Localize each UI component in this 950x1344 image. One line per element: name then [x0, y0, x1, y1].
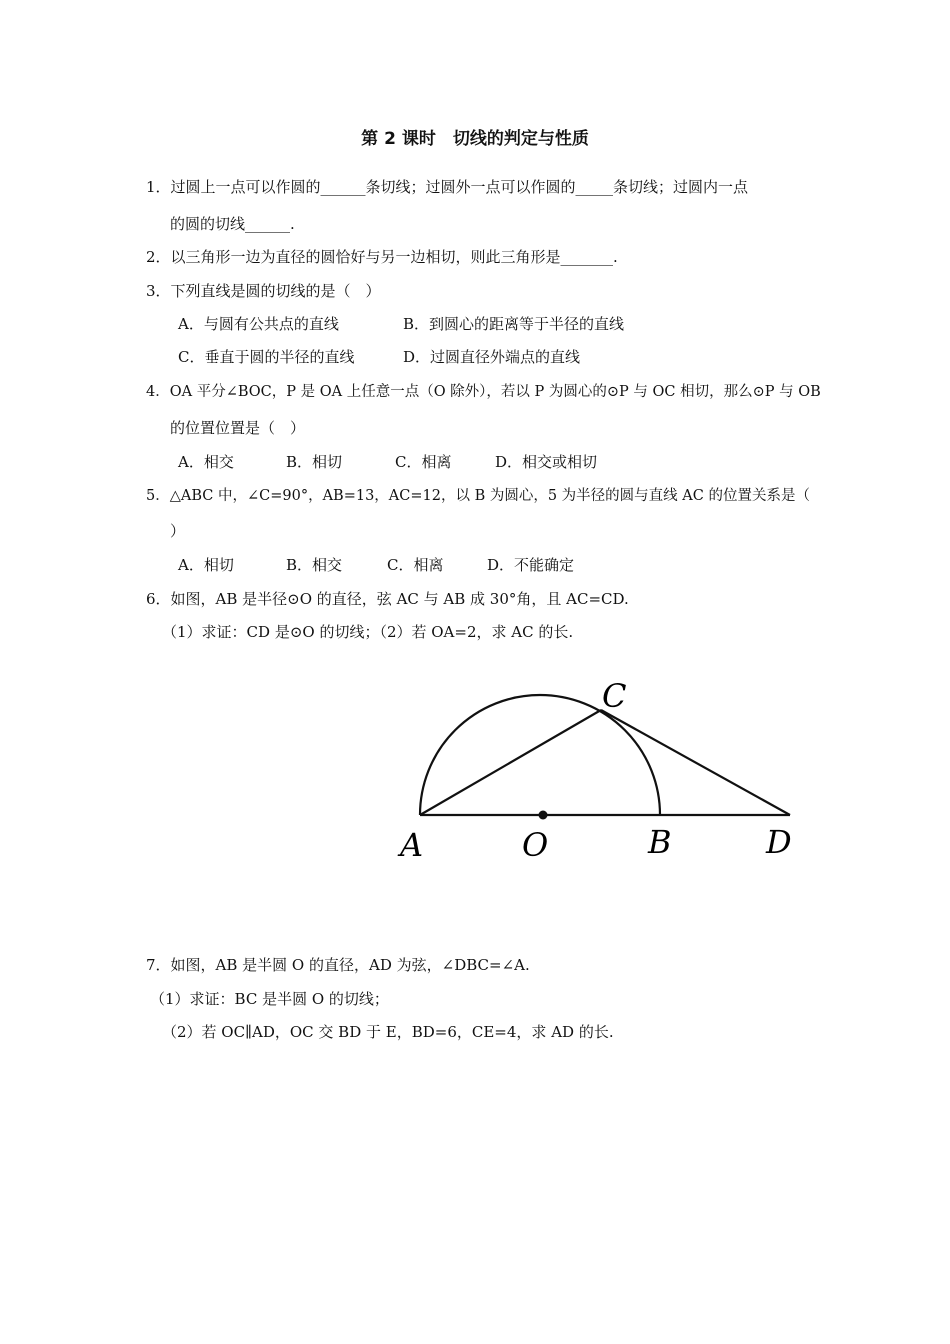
q3-option-a: A．与圆有公共点的直线 [178, 315, 339, 333]
q4-option-a: A．相交 [178, 453, 234, 471]
q2-text: 2．以三角形一边为直径的圆恰好与另一边相切，则此三角形是_______. [146, 248, 618, 266]
q5-option-a: A．相切 [178, 556, 234, 574]
q6-line2: （1）求证：CD 是⊙O 的切线；（2）若 OA=2，求 AC 的长. [162, 623, 574, 641]
center-point-o [539, 811, 548, 820]
q1-line1: 1．过圆上一点可以作圆的______条切线；过圆外一点可以作圆的_____条切线；过圆内一点 [146, 178, 749, 196]
q5-option-d: D．不能确定 [487, 556, 575, 574]
label-o: O [522, 826, 549, 864]
q6-line1: 6．如图，AB 是半径⊙O 的直径，弦 AC 与 AB 成 30°角，且 AC=CD. [146, 590, 629, 608]
label-a: A [400, 826, 424, 864]
label-d: D [766, 823, 792, 861]
q3-stem: 3．下列直线是圆的切线的是（ ） [146, 282, 381, 300]
q3-option-c: C．垂直于圆的半径的直线 [178, 348, 355, 366]
q4-option-d: D．相交或相切 [495, 453, 598, 471]
q1-line2: 的圆的切线______. [170, 215, 295, 233]
q3-option-d: D．过圆直径外端点的直线 [403, 348, 581, 366]
q5-line1: 5．△ABC 中，∠C=90°，AB=13，AC=12，以 B 为圆心，5 为半径的圆与直线 AC 的位置关系是（ [146, 488, 810, 504]
q7-line1: 7．如图，AB 是半圆 O 的直径，AD 为弦，∠DBC=∠A. [146, 956, 530, 974]
q4-option-c: C．相离 [395, 453, 452, 471]
tangent-cd [601, 710, 790, 815]
q4-option-b: B．相切 [286, 453, 343, 471]
q5-line2: ） [170, 522, 186, 540]
q5-option-c: C．相离 [387, 556, 444, 574]
q7-line3: （2）若 OC∥AD，OC 交 BD 于 E，BD=6，CE=4，求 AD 的长. [162, 1023, 614, 1041]
q5-option-b: B．相交 [286, 556, 343, 574]
q4-line1: 4．OA 平分∠BOC，P 是 OA 上任意一点（O 除外），若以 P 为圆心的⊙P 与 OC 相切，那么⊙P 与 OB [146, 384, 821, 400]
chord-ac [420, 710, 601, 815]
label-c: C [602, 677, 627, 715]
q4-line2: 的位置位置是（ ） [170, 419, 306, 437]
page-title: 第 2 课时 切线的判定与性质 [361, 129, 589, 149]
q3-option-b: B．到圆心的距离等于半径的直线 [403, 315, 625, 333]
label-b: B [648, 823, 672, 861]
q7-line2: （1）求证：BC 是半圆 O 的切线； [150, 990, 389, 1008]
